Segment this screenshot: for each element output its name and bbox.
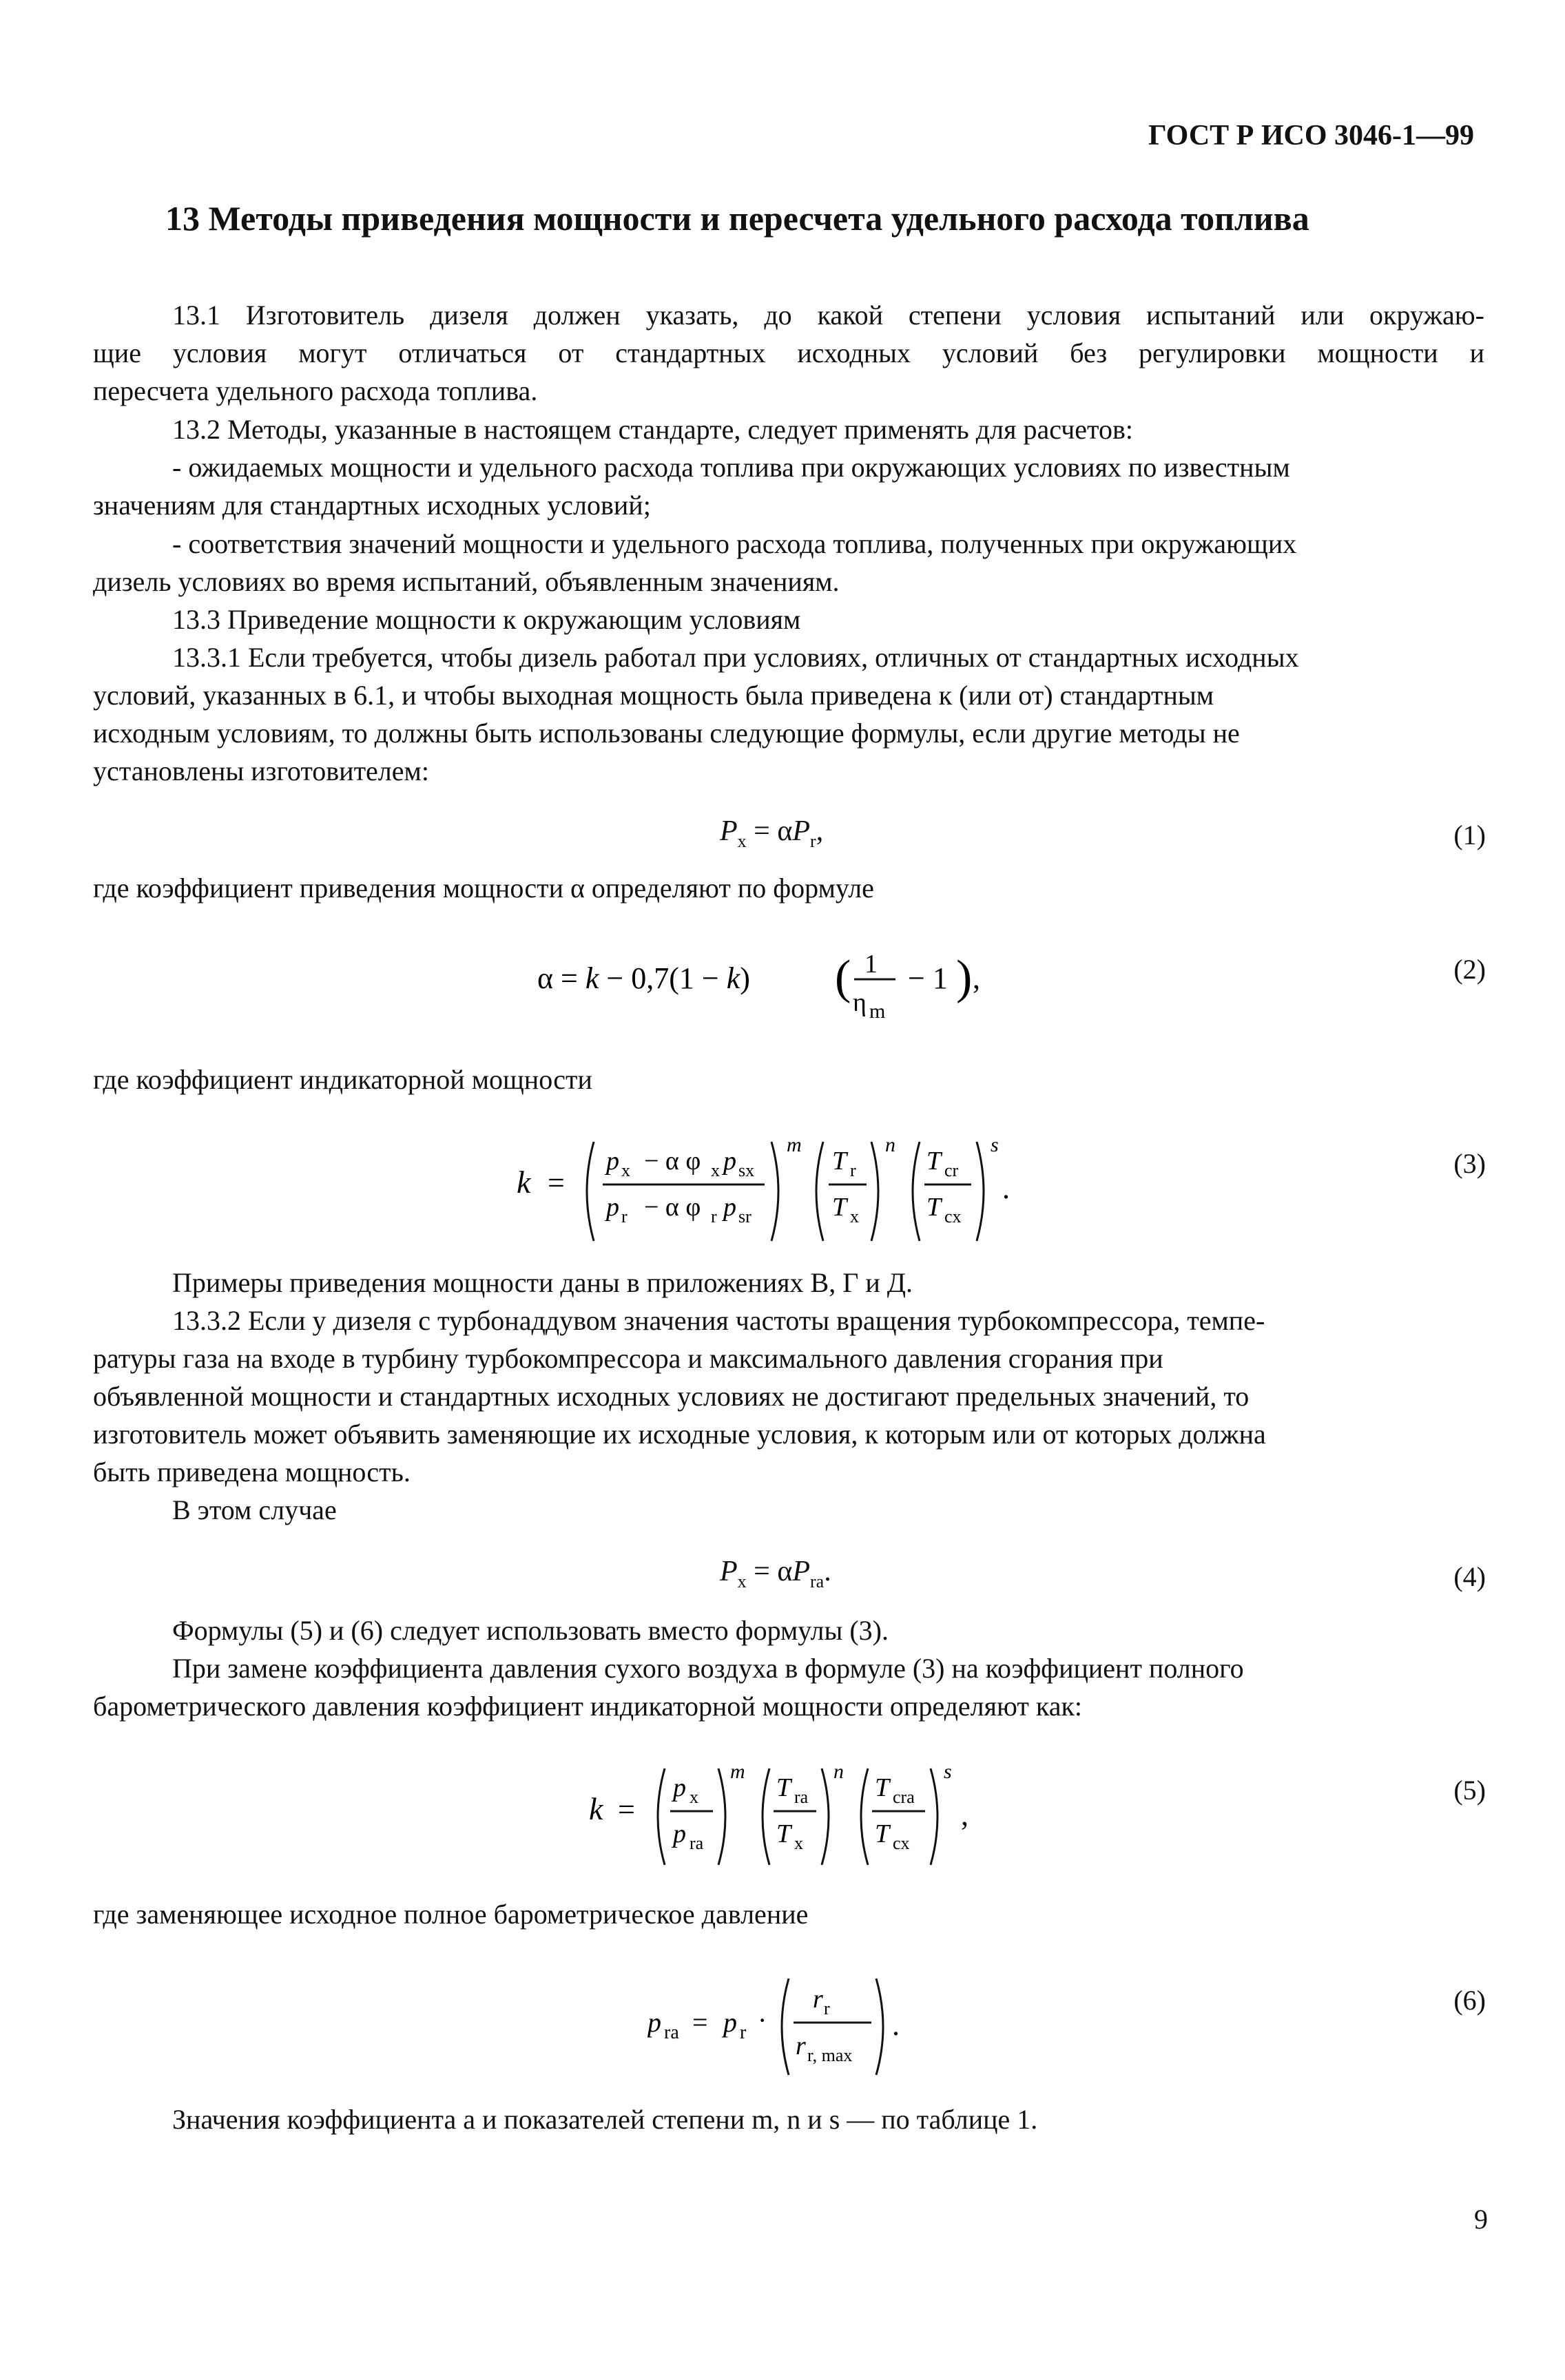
svg-text:r: r [796, 2032, 806, 2060]
where-k: где коэффициент индикаторной мощности [93, 1064, 592, 1095]
equation-6 [647, 1966, 992, 2083]
svg-text:s: s [944, 1760, 952, 1783]
svg-text:x: x [850, 1207, 859, 1226]
where-pra: где заменяющее исходное полное барометрическое давление [93, 1899, 809, 1930]
svg-text:=: = [692, 2007, 708, 2038]
svg-text:p: p [647, 2007, 661, 2038]
svg-text:η: η [853, 988, 867, 1017]
equation-2-number: (2) [1453, 954, 1486, 985]
standard-header: ГОСТ Р ИСО 3046-1—99 [1148, 120, 1474, 152]
para-13-3-2-line-4: изготовитель может объявить заменяющие их исходные условия, к которым или от которых должна [93, 1419, 1266, 1450]
svg-text:=: = [618, 1793, 635, 1826]
svg-text:cra: cra [893, 1787, 915, 1807]
svg-text:x: x [711, 1160, 720, 1180]
svg-text:− 1: − 1 [908, 961, 948, 995]
svg-text:1: 1 [864, 950, 878, 979]
para-13-1-line-1: 13.1 Изготовитель дизеля должен указать, до какой степени условия испытаний или окружаю- [172, 300, 1484, 331]
para-13-1-line-2: щие условия могут отличаться от стандартных исходных условий без регулировки мощности и [93, 337, 1484, 368]
svg-text:p: p [606, 1147, 619, 1176]
equation-4: $P_x = \alpha P_{ra}$. [720, 1556, 831, 1591]
svg-text:T: T [926, 1147, 942, 1176]
svg-text:p: p [606, 1193, 619, 1222]
replace-line-1: При замене коэффициента давления сухого воздуха в формуле (3) на коэффициент полного [172, 1653, 1244, 1684]
section-title: 13 Методы приведения мощности и пересчета удельного расхода топлива [165, 199, 1309, 238]
svg-text:r, max: r, max [807, 2045, 853, 2065]
equation-6-number: (6) [1453, 1985, 1486, 2016]
svg-text:ra: ra [794, 1787, 809, 1807]
equation-2 [537, 930, 1033, 1040]
svg-text:): ) [956, 951, 973, 1004]
svg-text:p: p [723, 1147, 736, 1176]
para-13-3-1-line-2: условий, указанных в 6.1, и чтобы выходная мощность была приведена к (или от) стандартным [93, 680, 1214, 711]
equation-4-number: (4) [1453, 1561, 1486, 1592]
para-13-3-2-line-1: 13.3.2 Если у дизеля с турбонаддувом значения частоты вращения турбокомпрессора, темпе- [172, 1305, 1265, 1336]
formulas-5-6-note: Формулы (5) и (6) следует использовать вместо формулы (3). [172, 1615, 889, 1646]
svg-text:ra: ra [690, 1833, 704, 1853]
svg-text:r: r [621, 1207, 628, 1226]
examples-note: Примеры приведения мощности даны в приложениях В, Г и Д. [172, 1267, 913, 1298]
equation-5 [589, 1756, 1030, 1873]
bullet-1-line-1: - ожидаемых мощности и удельного расхода топлива при окружающих условиях по известным [172, 452, 1290, 483]
final-note: Значения коэффициента a и показателей степени m, n и s — по таблице 1. [172, 2104, 1038, 2135]
svg-text:T: T [875, 1819, 890, 1848]
replace-line-2: барометрического давления коэффициент индикаторной мощности определяют как: [93, 1691, 1082, 1722]
equation-3-number: (3) [1453, 1148, 1486, 1179]
svg-text:n: n [833, 1760, 844, 1783]
svg-text:m: m [730, 1760, 745, 1783]
where-alpha: где коэффициент приведения мощности α определяют по формуле [93, 873, 874, 904]
svg-text:ra: ra [664, 2022, 679, 2043]
svg-text:p: p [673, 1819, 686, 1848]
svg-text:=: = [548, 1166, 565, 1200]
svg-text:·: · [758, 2005, 767, 2036]
svg-text:sx: sx [738, 1160, 755, 1180]
svg-text:r: r [850, 1160, 856, 1180]
equation-5-number: (5) [1453, 1775, 1486, 1806]
svg-text:,: , [973, 961, 980, 995]
svg-text:p: p [723, 1193, 736, 1222]
svg-text:k: k [517, 1165, 531, 1200]
svg-text:n: n [885, 1134, 895, 1156]
svg-text:p: p [723, 2007, 737, 2038]
para-13-3-2-line-5: быть приведена мощность. [93, 1457, 411, 1488]
svg-text:x: x [794, 1833, 803, 1853]
page-number: 9 [1474, 2204, 1488, 2235]
svg-text:T: T [776, 1819, 791, 1848]
bullet-1-line-2: значениям для стандартных исходных условий; [93, 490, 651, 521]
svg-text:cr: cr [944, 1160, 959, 1180]
svg-text:p: p [673, 1773, 686, 1802]
para-13-1-line-3: пересчета удельного расхода топлива. [93, 375, 538, 406]
in-this-case: В этом случае [172, 1494, 337, 1525]
svg-text:m: m [787, 1134, 802, 1156]
svg-text:cx: cx [944, 1207, 962, 1226]
para-13-3-2-line-3: объявленной мощности и стандартных исходных условиях не достигают предельных значений, то [93, 1381, 1250, 1412]
svg-text:r: r [711, 1207, 717, 1226]
svg-text:k: k [589, 1791, 603, 1826]
svg-text:x: x [621, 1160, 630, 1180]
svg-text:m: m [869, 1000, 886, 1023]
para-13-2: 13.2 Методы, указанные в настоящем стандарте, следует применять для расчетов: [172, 414, 1133, 445]
svg-text:,: , [961, 1798, 968, 1832]
svg-text:x: x [690, 1787, 698, 1807]
bullet-2-line-1: - соответствия значений мощности и удельного расхода топлива, полученных при окружающих [172, 528, 1297, 559]
svg-text:.: . [1002, 1171, 1010, 1205]
svg-text:− α φ: − α φ [644, 1147, 701, 1176]
equation-1-number: (1) [1453, 820, 1486, 850]
svg-text:α = k − 0,7(1 − k): α = k − 0,7(1 − k) [537, 961, 750, 995]
para-13-3-1-line-3: исходным условиям, то должны быть использованы следующие формулы, если другие методы не [93, 718, 1240, 749]
svg-text:.: . [892, 2008, 900, 2042]
svg-text:r: r [813, 1985, 823, 2014]
para-13-3-1-line-1: 13.3.1 Если требуется, чтобы дизель работал при условиях, отличных от стандартных исходных [172, 642, 1299, 673]
para-13-3-2-line-2: ратуры газа на входе в турбину турбокомпрессора и максимального давления сгорания при [93, 1343, 1163, 1374]
svg-text:T: T [926, 1193, 942, 1222]
equation-1: $P_x = \alpha P_r$, [720, 815, 824, 851]
equation-3 [517, 1129, 1150, 1253]
svg-text:(: ( [835, 951, 851, 1004]
para-13-3-1-line-4: установлены изготовителем: [93, 755, 429, 786]
svg-text:T: T [875, 1773, 890, 1802]
bullet-2-line-2: дизель условиях во время испытаний, объявленным значениям. [93, 566, 840, 597]
svg-text:T: T [832, 1147, 847, 1176]
svg-text:r: r [824, 1998, 830, 2018]
svg-text:s: s [991, 1134, 999, 1156]
svg-text:cx: cx [893, 1833, 910, 1853]
svg-text:− α φ: − α φ [644, 1193, 701, 1222]
svg-text:T: T [832, 1193, 847, 1222]
para-13-3: 13.3 Приведение мощности к окружающим условиям [172, 604, 801, 635]
svg-text:T: T [776, 1773, 791, 1802]
svg-text:sr: sr [738, 1207, 752, 1226]
svg-text:r: r [740, 2022, 747, 2043]
